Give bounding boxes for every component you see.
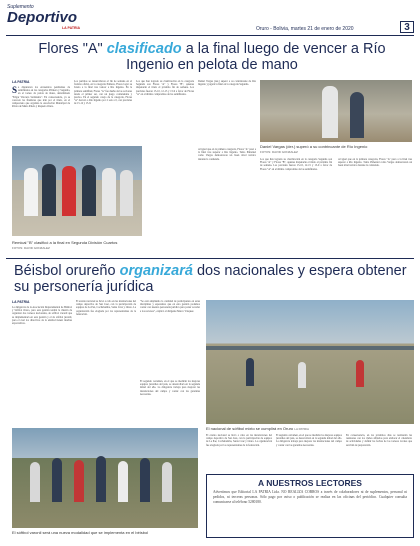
article1-col3: Los que han logrado su clasificación en la categoría Segunda son Flores "A" y Flores "B", quienes disputarán el título el próximo fin de semana. Los parciales fueron 15-10, 12-15 y 15-9 a favor de Flores "A" en el último compromiso de las semifinales. [136, 80, 194, 96]
article1-right-photo-caption: Daniel Vargas (der.) superó a su contrincante de Río Ingenio [260, 144, 368, 149]
softball-player-5 [118, 461, 128, 502]
supplement-label: Suplemento [7, 4, 34, 10]
softball-player-1 [30, 462, 40, 502]
team-player-3 [62, 166, 76, 216]
masthead-rule [6, 35, 414, 36]
team-player-5 [102, 168, 116, 216]
article2-right-photo [206, 300, 414, 424]
article2-col5-b: El segundo certamen, en el que se medirán los mejores equipos juveniles del país, se desarrollará en la segunda mitad del año. La dirigencia trabaja para mejorar las instalaciones del campo y contar con las garantías necesarias. [276, 434, 342, 447]
player-vargas [322, 86, 338, 138]
article2-col1: La dirigencia de la Asociación Departamental de Béisbol y Sóftbol Oruro, para esta gestión tendrá la misión de organizar dos torneos nacionales, de sóftbol varonil que se implementará en esta gestión y el de sóftbol juvenil, para el cual los directivos de la entidad tienen muchas expectativas. [12, 306, 72, 326]
article2-right-caption-text: El nacional de sóftbol mixto se cumplirá en Oruro [206, 426, 294, 431]
section-logo: Deportivo [7, 9, 78, 26]
article1-main-photo [12, 146, 142, 236]
article1-photo-credit: FOTOS: DAVID GONZALEZ [12, 246, 50, 250]
article1-col2: Los partidos se desarrollaron el fin de semana en el frontón oficial, en la categoría Primera, Flores logró su boleto a la final tras vencer a Río Ingenio. En la primera semifinal, Flores "A" fue dueño de las acciones desde el primer set, con un juego contundente y preciso. En el segundo cotejo de la categoría, Flores "A" derrotó a Río Ingenio por 2 sets a 0, con parciales de 15-12 y 15-8. [74, 80, 132, 106]
section-divider [6, 258, 414, 259]
article2-right-caption-credit: LA PATRIA [294, 427, 310, 431]
article2-right-photo-caption [206, 426, 414, 432]
article1-right-col-a: Los que han logrado su clasificación en la categoría Segunda son Flores "A" y Flores "B", quienes disputarán el título el próximo fin de semana. Los parciales fueron 15-10, 12-15 y 15-9 a favor de Flores "A" en el último compromiso de las semifinales. [260, 158, 332, 171]
team-player-2 [42, 164, 56, 216]
article2-col5-a: El evento nacional se llevó a cabo en las instalaciones del campo deportivo de San José, con la participación de equipos de La Paz, Cochabamba, Santa Cruz y Oruro. La organización fue elogiada por los representantes de la federación. [206, 434, 272, 447]
lectores-body: Advertimos que Editorial LA PATRIA Ltda. NO REALIZA COBROS a través de colaboradores ni de suplementos, personal ni pedidos, ni terceras personas. Sólo pago por aviso o publicación se realiza en las oficinas del periódico. Cualquier consulta comunicarse al teléfono 5280180. [213, 490, 407, 504]
lectores-title: A NUESTROS LECTORES [258, 478, 362, 488]
article1-right-photo [260, 80, 412, 142]
article2-col2: El evento nacional se llevó a cabo en las instalaciones del campo deportivo de San José, con la participación de equipos de La Paz, Cochabamba, Santa Cruz y Oruro. La organización fue elogiada por los representantes de la federación. [76, 300, 136, 316]
softball-player-6 [140, 458, 150, 502]
article2-headline [14, 264, 410, 295]
article2-headline-post: dos nacionales y espera obtener su personería jurídica [14, 263, 407, 295]
article1-col1-text: e disputaron los encuentros pendientes de semifinales en las categorías Primera y Segunda, en el torneo de pelota de mano, denominado "Edgar Vizcarra Sarmiento". En consecuencia, ya se conocen los finalistas que irán por el título, en el campeonato que organiza la Asociación Municipal de Pelota de Mano Paleta y Raqueta Oruro. [12, 86, 70, 109]
article1-col5: Al igual que en la primera categoría, Flores "A" pasó a la final tras superar a Río Ingenio. Tanto Pimentel como Vargas demostraron un buen nivel técnico durante la contienda. [198, 148, 256, 161]
page-number: 3 [400, 21, 414, 33]
article1-byline: LA PATRIA [12, 80, 30, 84]
player-opponent [350, 92, 364, 138]
article2-col3: "Se está ampliando la cantidad de participantes en estas disciplinas y esperamos que en esta gestión podamos contar con nuestra personería jurídica para poder acceder a los recursos", explicó el dirigente Marco Vásquez. [140, 300, 200, 313]
article2-main-photo [12, 428, 198, 528]
field-player-1 [246, 358, 254, 386]
lectores-box [206, 474, 414, 538]
article2-col4: El segundo certamen, en el que se medirán los mejores equipos juveniles del país, se desarrollará en la segunda mitad del año. La dirigencia trabaja para mejorar las instalaciones del campo y contar con las garantías necesarias. [140, 380, 200, 396]
field-player-3 [356, 360, 364, 387]
article2-byline: LA PATRIA [12, 300, 30, 304]
softball-player-2 [52, 458, 62, 502]
team-player-6 [120, 170, 133, 216]
softball-player-3 [74, 460, 84, 502]
article1-headline [14, 42, 410, 73]
field-fence [206, 346, 414, 350]
article1-photo-caption: Remical "B" clasificó a la final en Segunda División Cuartos [12, 240, 118, 245]
article1-col4: Daniel Vargas (der.) superó a su contrincante de Río Ingenio y jugará la final en la categoría Segunda. [198, 80, 256, 87]
dateline: Oruro - Bolivia, martes 21 de enero de 2020 [256, 26, 354, 32]
team-player-1 [24, 168, 38, 216]
masthead [0, 0, 420, 36]
article2-headline-pre: Béisbol orureño [14, 263, 116, 279]
team-player-4 [82, 165, 96, 216]
article1-right-photo-credit: FOTOS: DAVID GONZALEZ [260, 150, 298, 154]
article1-headline-highlight: clasificado [106, 41, 182, 57]
softball-player-7 [162, 462, 172, 502]
article1-col1 [12, 86, 70, 144]
article2-col5-c: En consecuencia, en los próximos días se realizarán las reuniones con los clubes afiliados para elaborar el calendario de actividades y definir las fechas de los torneos locales que servirán de preparación. [346, 434, 412, 447]
article2-headline-highlight: organizará [119, 263, 193, 279]
article1-right-col-b: Al igual que en la primera categoría, Flores "A" pasó a la final tras superar a Río Ingenio. Tanto Pimentel como Vargas demostraron un buen nivel técnico durante la contienda. [338, 158, 412, 168]
article2-photo-caption: El sóftbol varonil será una nueva modalidad que se implementa en el béisbol [12, 530, 149, 535]
field-player-2 [298, 362, 306, 388]
article1-dropcap: S [12, 86, 18, 95]
article1-headline-post: a la final luego de vencer a Río Ingenio en pelota de mano [126, 41, 386, 73]
softball-player-4 [96, 456, 106, 502]
article1-headline-pre: Flores "A" [38, 41, 103, 57]
paper-name: LA PATRIA [62, 26, 81, 30]
